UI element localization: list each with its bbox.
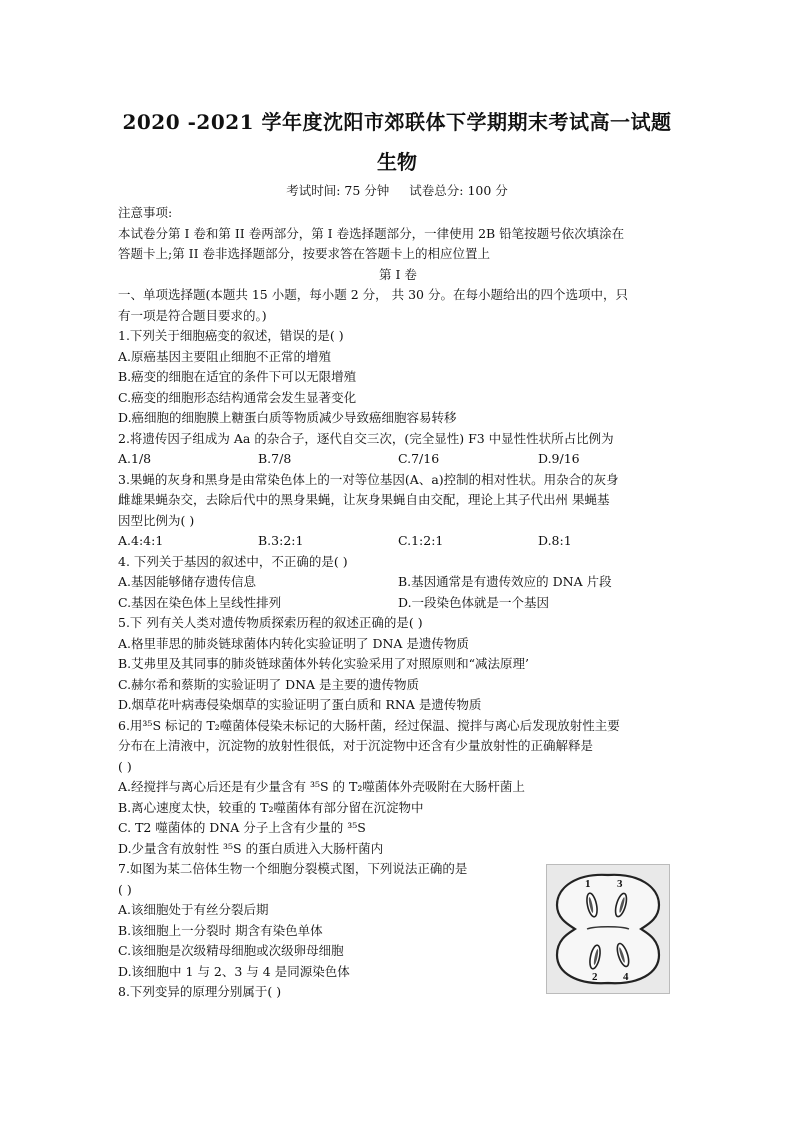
exam-meta bbox=[0, 181, 794, 199]
exam-time: 考试时间: 75 分钟 bbox=[286, 183, 390, 198]
notes-heading: 注意事项: bbox=[118, 205, 173, 220]
question-2-option-a: A.1/8 bbox=[118, 451, 152, 466]
question-4-stem: 4. 下列关于基因的叙述中，不正确的是( ) bbox=[118, 553, 348, 569]
question-4-options bbox=[118, 593, 678, 614]
question-2-option-c: C.7/16 bbox=[398, 451, 440, 466]
question-1-option-a: A.原癌基因主要阻止细胞不正常的增殖 bbox=[118, 348, 332, 364]
chromosome-label-3: 3 bbox=[617, 878, 623, 890]
question-3-stem: 雌雄果蝇杂交，去除后代中的黑身果蝇，让灰身果蝇自由交配，理论上其子代出州 果蝇基 bbox=[118, 492, 610, 507]
question-7-option-b: B.该细胞上一分裂时 期含有染色单体 bbox=[118, 922, 323, 938]
question-1-stem: 1.下列关于细胞癌变的叙述，错误的是( ) bbox=[118, 328, 344, 343]
exam-score: 试卷总分: 100 分 bbox=[409, 183, 508, 198]
question-8-stem: 8.下列变异的原理分别属于( ) bbox=[118, 984, 282, 999]
question-3-option-a: A.4:4:1 bbox=[118, 533, 164, 548]
question-6-option-c: C. T2 噬菌体的 DNA 分子上含有少量的 ³⁵S bbox=[118, 820, 366, 835]
question-7-stem: 7.如图为某二倍体生物一个细胞分裂模式图，下列说法正确的是 bbox=[118, 861, 468, 876]
chromosome-label-4: 4 bbox=[623, 971, 629, 983]
question-4-option-d: D.一段染色体就是一个基因 bbox=[398, 594, 550, 610]
question-6-option-b: B.离心速度太快，较重的 T₂噬菌体有部分留在沉淀物中 bbox=[118, 799, 424, 815]
question-6-option-d: D.少量含有放射性 ³⁵S 的蛋白质进入大肠杆菌内 bbox=[118, 840, 384, 856]
question-3-option-b: B.3:2:1 bbox=[258, 533, 304, 548]
question-3-stem: 3.果蝇的灰身和黑身是由常染色体上的一对等位基因(A、a)控制的相对性状。用杂合的灰身 bbox=[118, 471, 619, 487]
question-3-option-d: D.8:1 bbox=[538, 533, 572, 548]
question-4-option-b: B.基因通常是有遗传效应的 DNA 片段 bbox=[398, 574, 612, 589]
cell-membrane bbox=[557, 875, 659, 983]
chromosome-label-1: 1 bbox=[585, 878, 591, 890]
question-2-options bbox=[118, 449, 678, 470]
question-5-option-a: A.格里菲思的肺炎链球菌体内转化实验证明了 DNA 是遗传物质 bbox=[118, 635, 469, 651]
question-5-option-b: B.艾弗里及其同事的肺炎链球菌体外转化实验采用了对照原则和“减法原理’ bbox=[118, 656, 530, 671]
question-6-stem: 分布在上清液中，沉淀物的放射性很低，对于沉淀物中还含有少量放射性的正确解释是 bbox=[118, 738, 594, 753]
chromosome-label-2: 2 bbox=[592, 971, 598, 983]
question-4-option-a: A.基因能够储存遗传信息 bbox=[118, 574, 257, 589]
question-1-option-b: B.癌变的细胞在适宜的条件下可以无限增殖 bbox=[118, 369, 357, 384]
question-3-options bbox=[118, 531, 678, 552]
question-3-stem: 因型比例为( ) bbox=[118, 512, 195, 528]
cell-division-diagram bbox=[547, 865, 669, 993]
cell-division-figure bbox=[546, 864, 670, 994]
question-2-option-d: D.9/16 bbox=[538, 451, 580, 466]
question-6-stem: 6.用³⁵S 标记的 T₂噬菌体侵染未标记的大肠杆菌，经过保温、搅拌与离心后发现放射性主要 bbox=[118, 717, 620, 733]
question-5-option-d: D.烟草花叶病毒侵染烟草的实验证明了蛋白质和 RNA 是遗传物质 bbox=[118, 697, 482, 712]
notes-line: 答题卡上;第 II 卷非选择题部分，按要求答在答题卡上的相应位置上 bbox=[118, 246, 491, 261]
question-6-option-a: A.经搅拌与离心后还是有少量含有 ³⁵S 的 T₂噬菌体外壳吸附在大肠杆菌上 bbox=[118, 779, 525, 794]
volume-heading: 第 I 卷 bbox=[379, 266, 417, 282]
question-4-option-c: C.基因在染色体上呈线性排列 bbox=[118, 594, 282, 610]
question-7-option-c: C.该细胞是次级精母细胞或次级卵母细胞 bbox=[118, 943, 344, 958]
question-2-stem: 2.将遗传因子组成为 Aa 的杂合子，逐代自交三次，(完全显性) F3 中显性性状所占比例为 bbox=[118, 430, 614, 446]
question-7-option-a: A.该细胞处于有丝分裂后期 bbox=[118, 902, 269, 917]
question-2-option-b: B.7/8 bbox=[258, 451, 292, 466]
section-instructions: 一、单项选择题(本题共 15 小题，每小题 2 分， 共 30 分。在每小题给出的四个选项中，只 bbox=[118, 287, 628, 302]
question-6-stem: ( ) bbox=[118, 758, 132, 774]
question-7-option-d: D.该细胞中 1 与 2、3 与 4 是同源染色体 bbox=[118, 963, 350, 979]
subject-title: 生物 bbox=[377, 150, 417, 174]
notes-line: 本试卷分第 I 卷和第 II 卷两部分，第 I 卷选择题部分，一律使用 2B 铅笔按题号依次填涂在 bbox=[118, 225, 625, 241]
question-5-option-c: C.赫尔希和蔡斯的实验证明了 DNA 是主要的遗传物质 bbox=[118, 676, 420, 692]
question-1-option-d: D.癌细胞的细胞膜上糖蛋白质等物质减少导致癌细胞容易转移 bbox=[118, 410, 457, 425]
question-7-stem: ( ) bbox=[118, 881, 132, 897]
question-1-option-c: C.癌变的细胞形态结构通常会发生显著变化 bbox=[118, 389, 357, 405]
section-instructions: 有一项是符合题目要求的。) bbox=[118, 307, 267, 323]
question-5-stem: 5.下 列有关人类对遗传物质探索历程的叙述正确的是( ) bbox=[118, 615, 423, 630]
question-4-options bbox=[118, 572, 678, 593]
question-3-option-c: C.1:2:1 bbox=[398, 533, 444, 548]
exam-title: 2020 -2021 学年度沈阳市郊联体下学期期末考试高一试题 bbox=[122, 110, 672, 134]
